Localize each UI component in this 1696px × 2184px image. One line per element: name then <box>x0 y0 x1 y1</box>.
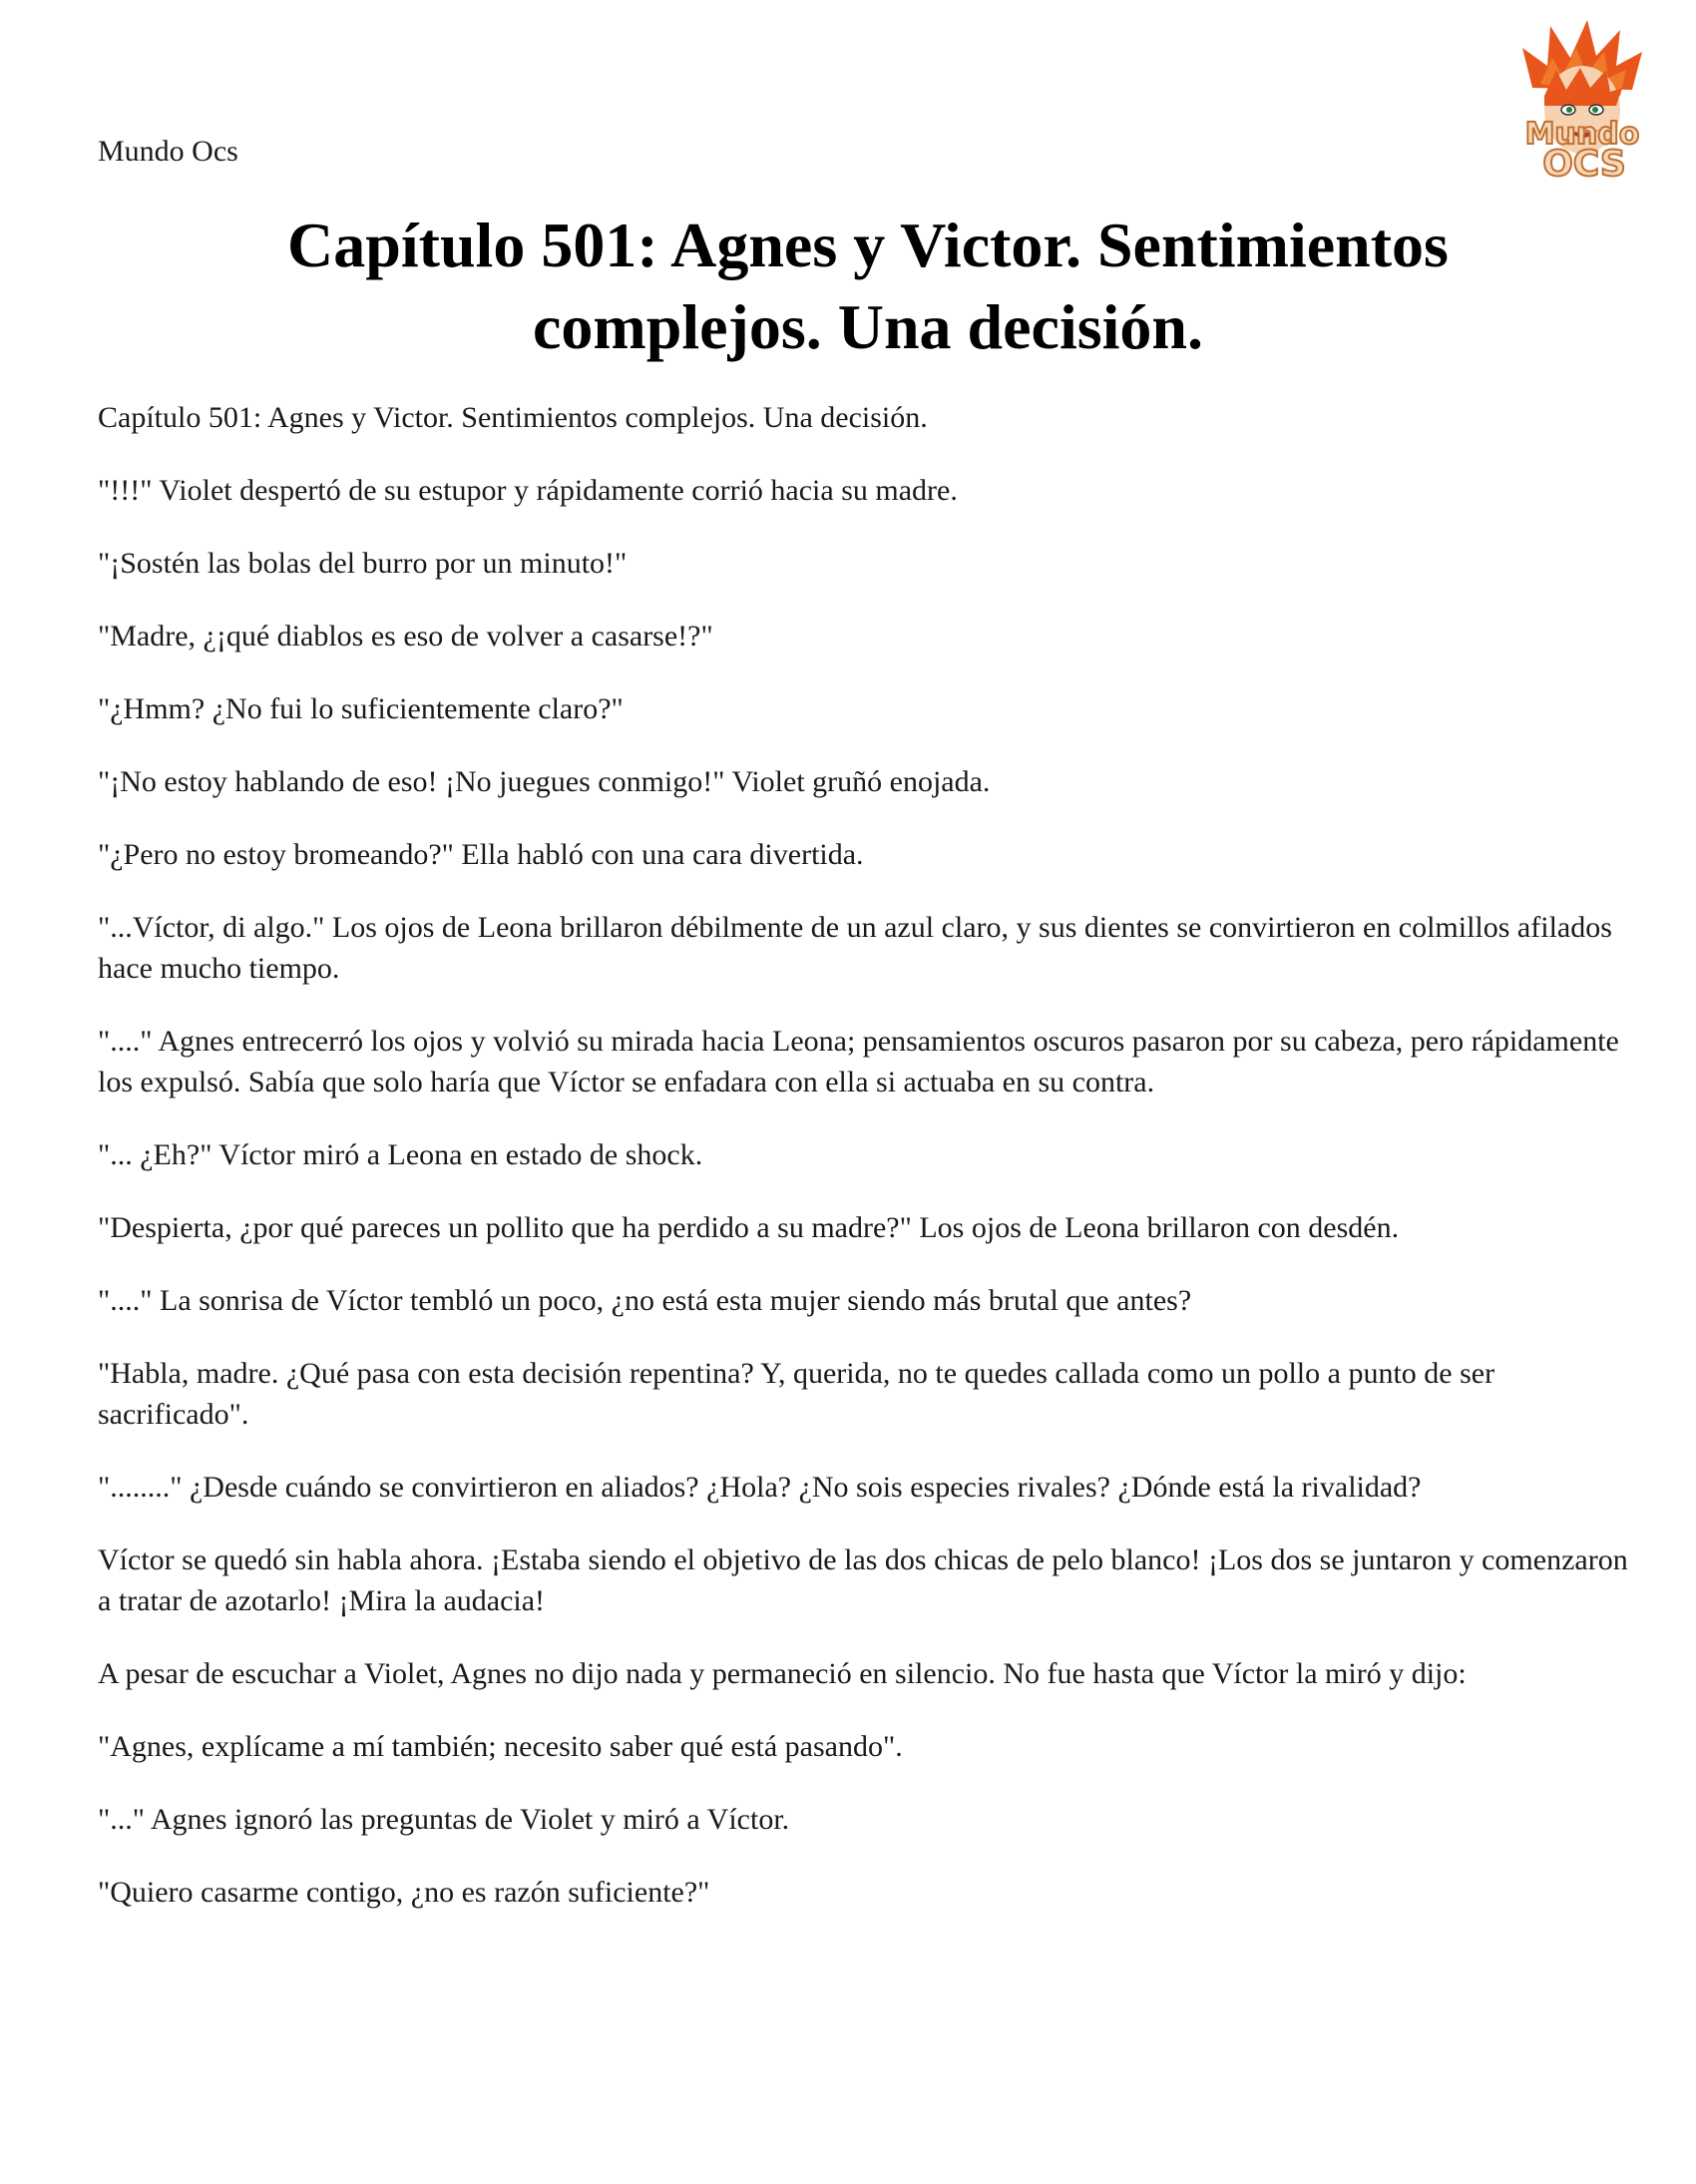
paragraph: "Despierta, ¿por qué pareces un pollito que ha perdido a su madre?" Los ojos de Leona brillaron con desdén. <box>98 1211 1400 1244</box>
paragraph: "...Víctor, di algo." Los ojos de Leona brillaron débilmente de un azul claro, y sus dientes se convirtieron en colmillos afilados hace mucho tiempo. <box>98 911 1612 985</box>
paragraph: "¿Pero no estoy bromeando?" Ella habló con una cara divertida. <box>98 838 864 871</box>
paragraph: "........" ¿Desde cuándo se convirtieron en aliados? ¿Hola? ¿No sois especies rivales? ¿Dónde está la rivalidad? <box>98 1471 1422 1504</box>
paragraph: Víctor se quedó sin habla ahora. ¡Estaba siendo el objetivo de las dos chicas de pelo blanco! ¡Los dos se juntaron y comenzaron a tratar de azotarlo! ¡Mira la audacia! <box>98 1543 1628 1617</box>
paragraph: "...." La sonrisa de Víctor tembló un poco, ¿no está esta mujer siendo más brutal que antes? <box>98 1284 1192 1317</box>
paragraph: "Quiero casarme contigo, ¿no es razón suficiente?" <box>98 1876 710 1909</box>
paragraph: A pesar de escuchar a Violet, Agnes no dijo nada y permaneció en silencio. No fue hasta que Víctor la miró y dijo: <box>98 1657 1467 1690</box>
logo-text-mundo: Mundo <box>1524 117 1640 152</box>
paragraph: "¡Sostén las bolas del burro por un minuto!" <box>98 547 628 580</box>
paragraph: "Agnes, explícame a mí también; necesito saber qué está pasando". <box>98 1730 903 1763</box>
paragraph: "..." Agnes ignoró las preguntas de Violet y miró a Víctor. <box>98 1803 790 1836</box>
paragraph: Capítulo 501: Agnes y Victor. Sentimientos complejos. Una decisión. <box>98 401 928 434</box>
paragraph: "¡No estoy hablando de eso! ¡No juegues conmigo!" Violet gruñó enojada. <box>98 765 991 798</box>
chapter-body <box>98 397 1634 1945</box>
logo-text-ocs: OCS <box>1542 144 1626 185</box>
paragraph: "!!!" Violet despertó de su estupor y rápidamente corrió hacia su madre. <box>98 474 958 507</box>
paragraph: "... ¿Eh?" Víctor miró a Leona en estado de shock. <box>98 1138 703 1171</box>
paragraph: "Habla, madre. ¿Qué pasa con esta decisión repentina? Y, querida, no te quedes callada como un pollo a punto de ser sacrificado". <box>98 1357 1495 1431</box>
paragraph: "...." Agnes entrecerró los ojos y volvió su mirada hacia Leona; pensamientos oscuros pasaron por su cabeza, pero rápidamente los expulsó. Sabía que solo haría que Víctor se enfadara con ella si actuaba en su contra. <box>98 1025 1619 1098</box>
mundo-ocs-logo <box>1492 18 1672 188</box>
chapter-title: Capítulo 501: Agnes y Victor. Sentimientos complejos. Una decisión. <box>287 210 1449 362</box>
site-name: Mundo Ocs <box>98 135 238 168</box>
paragraph: "¿Hmm? ¿No fui lo suficientemente claro?" <box>98 692 624 725</box>
paragraph: "Madre, ¿¡qué diablos es eso de volver a casarse!?" <box>98 620 713 653</box>
